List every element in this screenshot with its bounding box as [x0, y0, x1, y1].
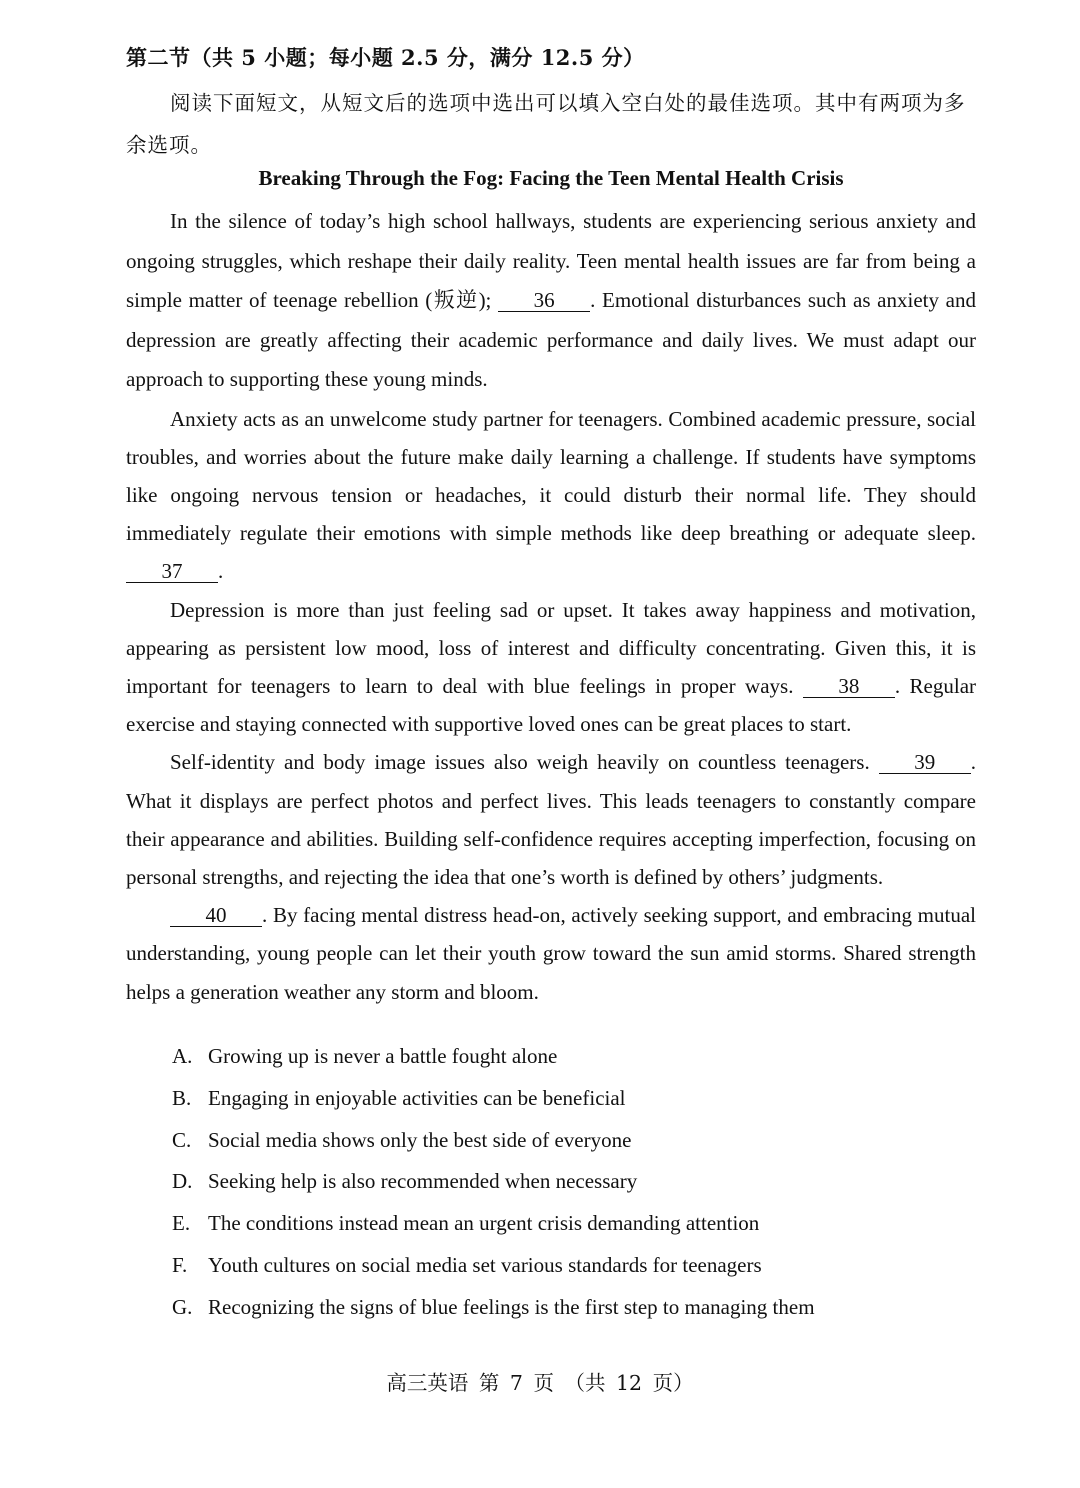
- paragraph-1-text-a: In the silence of today’s high school hallways, students are experiencing serious anxiety and ongoing struggles, which reshape their daily reality. Teen mental health issues are far from being a simple matter of teenage rebellion (叛逆);: [126, 209, 976, 312]
- paragraph-3: [126, 591, 976, 744]
- option-letter: B.: [172, 1085, 192, 1110]
- option-text: Social media shows only the best side of everyone: [208, 1127, 632, 1152]
- paragraph-2-text-b: .: [218, 559, 224, 584]
- section-header: 第二节（共 5 小题；每小题 2.5 分，满分 12.5 分）: [126, 45, 645, 70]
- option-text: Seeking help is also recommended when necessary: [208, 1169, 638, 1194]
- option-b: [172, 1080, 972, 1122]
- paragraph-3-text-b: . Regular exercise and staying connected with supportive loved ones can be great places to start.: [126, 673, 977, 737]
- option-a: [172, 1038, 972, 1080]
- passage-body: [126, 202, 976, 1011]
- option-letter: F.: [172, 1252, 188, 1277]
- blank-40: 40: [170, 904, 262, 927]
- paragraph-4: [126, 743, 976, 896]
- option-text: Recognizing the signs of blue feelings is the first step to managing them: [208, 1294, 815, 1319]
- blank-38: 38: [803, 675, 895, 698]
- option-f: [172, 1247, 972, 1289]
- option-letter: C.: [172, 1127, 192, 1152]
- options-list: [172, 1038, 972, 1331]
- paragraph-2-text-a: Anxiety acts as an unwelcome study partner for teenagers. Combined academic pressure, social troubles, and worries about the future make daily learning a challenge. If students have symptoms like ongoing nervous tension or headaches, it could disturb their normal life. They should immediately regulate their emotions with simple methods like deep breathing or adequate sleep.: [126, 406, 976, 546]
- option-g: [172, 1289, 972, 1331]
- passage-title: Breaking Through the Fog: Facing the Teen Mental Health Crisis: [258, 166, 844, 190]
- option-text: Engaging in enjoyable activities can be beneficial: [208, 1085, 626, 1110]
- option-text: The conditions instead mean an urgent crisis demanding attention: [208, 1211, 760, 1236]
- option-letter: E.: [172, 1211, 191, 1236]
- paragraph-1: [126, 202, 976, 400]
- paragraph-1-text-b: . Emotional disturbances such as anxiety and depression are greatly affecting their academic performance and daily lives. We must adapt our approach to supporting these young minds.: [126, 288, 976, 391]
- section-instruction: 阅读下面短文，从短文后的选项中选出可以填入空白处的最佳选项。其中有两项为多余选项。: [126, 91, 966, 157]
- paragraph-4-text-a: Self-identity and body image issues also weigh heavily on countless teenagers.: [170, 750, 870, 775]
- paragraph-4-text-b: . What it displays are perfect photos and perfect lives. This leads teenagers to constantly compare their appearance and abilities. Building self-confidence requires accepting imperfection, focusing on personal strengths, and rejecting the idea that one’s worth is defined by others’ judgments.: [126, 750, 976, 889]
- option-letter: A.: [172, 1044, 193, 1068]
- paragraph-5-text-b: . By facing mental distress head-on, actively seeking support, and embracing mutual understanding, young people can let their youth grow toward the sun amid storms. Shared strength helps a generation weather any storm and bloom.: [126, 903, 976, 1004]
- blank-37: 37: [126, 560, 218, 583]
- option-c: [172, 1122, 972, 1164]
- option-e: [172, 1205, 972, 1247]
- blank-39: 39: [879, 751, 971, 774]
- option-text: Youth cultures on social media set various standards for teenagers: [208, 1252, 762, 1277]
- paragraph-3-text-a: Depression is more than just feeling sad or upset. It takes away happiness and motivation, appearing as persistent low mood, loss of interest and difficulty concentrating. Given this, it is important for teenagers to learn to deal with blue feelings in proper ways.: [126, 597, 976, 698]
- page-footer: 高三英语 第 7 页 （共 12 页）: [386, 1371, 694, 1395]
- option-letter: D.: [172, 1169, 193, 1194]
- paragraph-2: [126, 400, 976, 591]
- paragraph-5: [126, 896, 976, 1011]
- option-letter: G.: [172, 1294, 193, 1319]
- option-d: [172, 1163, 972, 1205]
- option-text: Growing up is never a battle fought alone: [208, 1044, 558, 1068]
- blank-36: 36: [498, 289, 590, 312]
